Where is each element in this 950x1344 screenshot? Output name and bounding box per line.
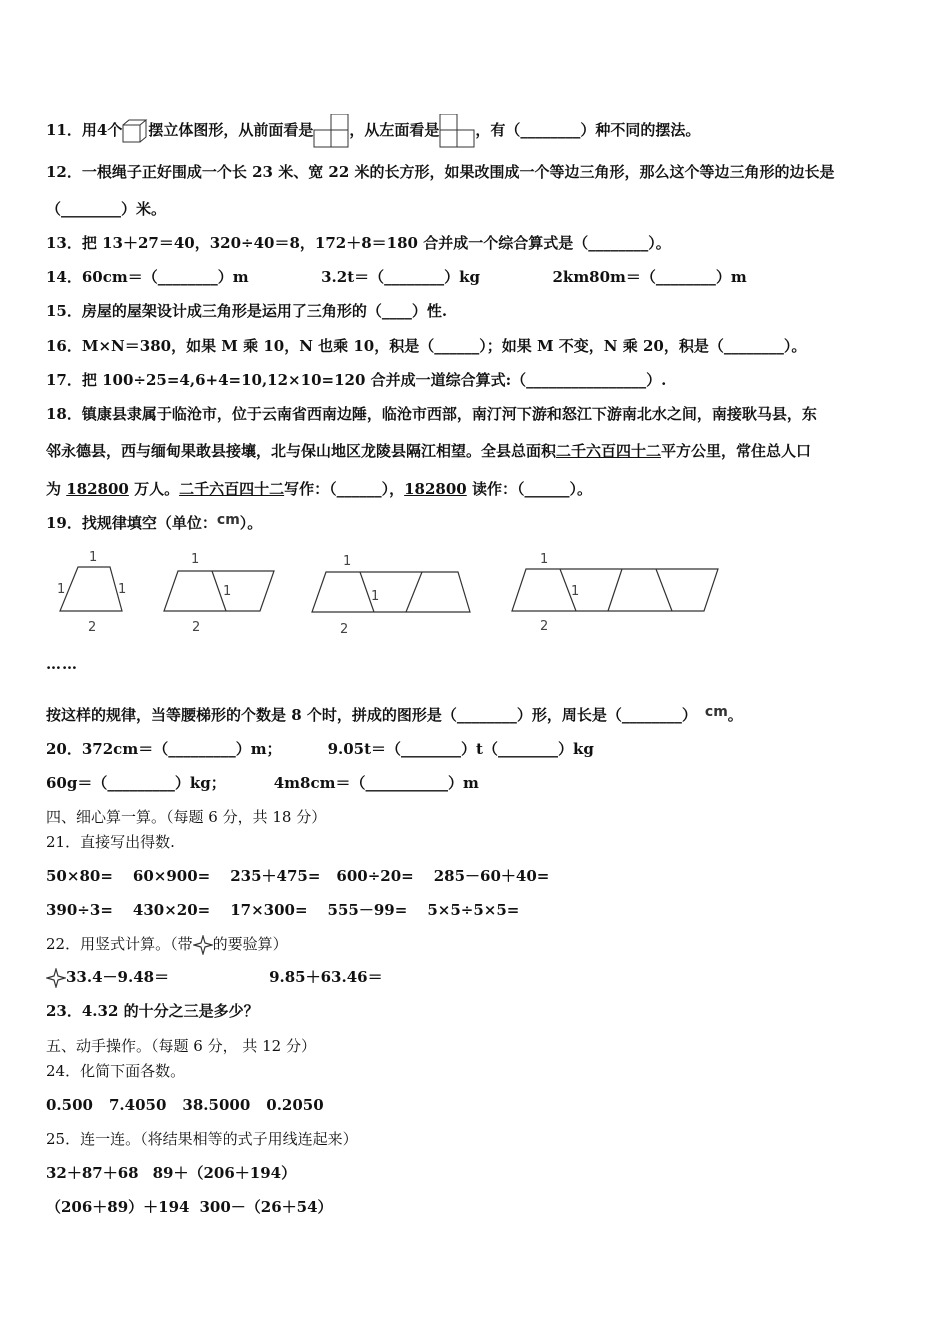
label-bottom-4: 2	[540, 619, 549, 634]
label-right-1: 1	[118, 582, 127, 597]
question-15: 15．房屋的屋架设计成三角形是运用了三角形的（____）性.	[46, 302, 448, 320]
question-23: 23．4.32 的十分之三是多少？	[46, 1002, 259, 1020]
front-view-icon	[313, 114, 349, 148]
question-17: 17．把 100÷25=4,6+4=10,12×10=120 合并成一道综合算式:（________________）.	[46, 371, 667, 389]
label-bottom-2: 2	[192, 620, 201, 635]
label-top-3: 1	[343, 554, 352, 569]
question-25-title: 25．连一连。（将结果相等的式子用线连起来）	[46, 1130, 358, 1148]
question-25-row-1: 32＋87＋68 89＋（206＋194）	[46, 1164, 297, 1182]
label-inner-3: 1	[371, 589, 380, 604]
label-inner-4: 1	[571, 584, 580, 599]
section-4-title: 四、细心算一算。（每题 6 分，共 18 分）	[46, 808, 327, 826]
label-left-1: 1	[57, 582, 66, 597]
question-18-line-1: 18．镇康县隶属于临沧市，位于云南省西南边陲，临沧市西部，南汀河下游和怒江下游南北水之间，南接耿马县，东	[46, 405, 817, 423]
question-12-line-1: 12．一根绳子正好围成一个长 23 米、宽 22 米的长方形，如果改围成一个等边三角形，那么这个等边三角形的边长是	[46, 163, 835, 181]
q14-part-a: 14．60cm＝（________）m	[46, 268, 249, 286]
trapezoid-pattern-figure	[46, 545, 736, 645]
trapezoid-figure-2	[164, 571, 274, 611]
trapezoid-figure-1	[60, 567, 122, 611]
question-21-title: 21．直接写出得数.	[46, 833, 175, 851]
question-18-line-2: 邻永德县，西与缅甸果敢县接壤，北与保山地区龙陵县隔江相望。全县总面积二千六百四十二平方公里，常住总人口	[46, 442, 812, 460]
label-top-2: 1	[191, 552, 200, 567]
question-19-answer: 按这样的规律，当等腰梯形的个数是 8 个时，拼成的图形是（________）形，周长是（________） cm。	[46, 704, 743, 724]
question-21-row-1: 50×80= 60×900= 235＋475= 600÷20= 285－60＋40=	[46, 867, 550, 885]
question-19-heading: 19．找规律填空（单位：cm）。	[46, 512, 263, 532]
label-bottom-3: 2	[340, 622, 349, 637]
trapezoid-figure-4	[512, 569, 718, 611]
label-inner-2: 1	[223, 584, 232, 599]
question-14	[46, 267, 747, 287]
pattern-continues-dots: ……	[46, 655, 78, 673]
question-20-line-2: 60g＝（_________）kg； 4m8cm＝（___________）m	[46, 774, 479, 792]
question-16: 16．M×N＝380，如果 M 乘 10，N 也乘 10，积是（______）；如果 M 不变，N 乘 20，积是（________）。	[46, 337, 807, 355]
question-20-line-1: 20．372cm＝（_________）m； 9.05t＝（________）t（________）kg	[46, 740, 594, 758]
question-18-line-3: 为 182800 万人。二千六百四十二写作：（______），182800 读作：（______）。	[46, 480, 592, 498]
label-top-4: 1	[540, 552, 549, 567]
trapezoid-figure-3	[312, 572, 470, 612]
label-top-1: 1	[89, 550, 98, 565]
left-view-icon	[439, 114, 475, 148]
question-24-title: 24．化简下面各数。	[46, 1062, 186, 1080]
question-12-line-2: （________）米。	[46, 200, 167, 218]
q14-part-b: 3.2t＝（________）kg	[321, 268, 481, 286]
star-icon	[193, 935, 213, 955]
label-bottom-1: 2	[88, 620, 97, 635]
cube-icon	[122, 119, 148, 143]
question-11: 11．用4个 摆立体图形，从前面看是 ，从左面看是 ，有（________）种不同的摆法。	[46, 114, 700, 148]
question-21-row-2: 390÷3= 430×20= 17×300= 555－99= 5×5÷5×5=	[46, 901, 520, 919]
question-22-expressions: 33.4－9.48＝ 9.85＋63.46＝	[46, 967, 383, 988]
question-24-numbers: 0.500 7.4050 38.5000 0.2050	[46, 1096, 324, 1114]
q14-part-c: 2km80m＝（________）m	[552, 268, 747, 286]
question-13: 13．把 13＋27＝40，320÷40＝8，172＋8＝180 合并成一个综合算式是（________）。	[46, 234, 671, 252]
question-22-title: 22．用竖式计算。（带 的要验算）	[46, 935, 288, 953]
question-25-row-2: （206＋89）＋194 300－（26＋54）	[46, 1198, 333, 1216]
section-5-title: 五、动手操作。（每题 6 分， 共 12 分）	[46, 1037, 316, 1055]
star-icon	[46, 968, 66, 988]
